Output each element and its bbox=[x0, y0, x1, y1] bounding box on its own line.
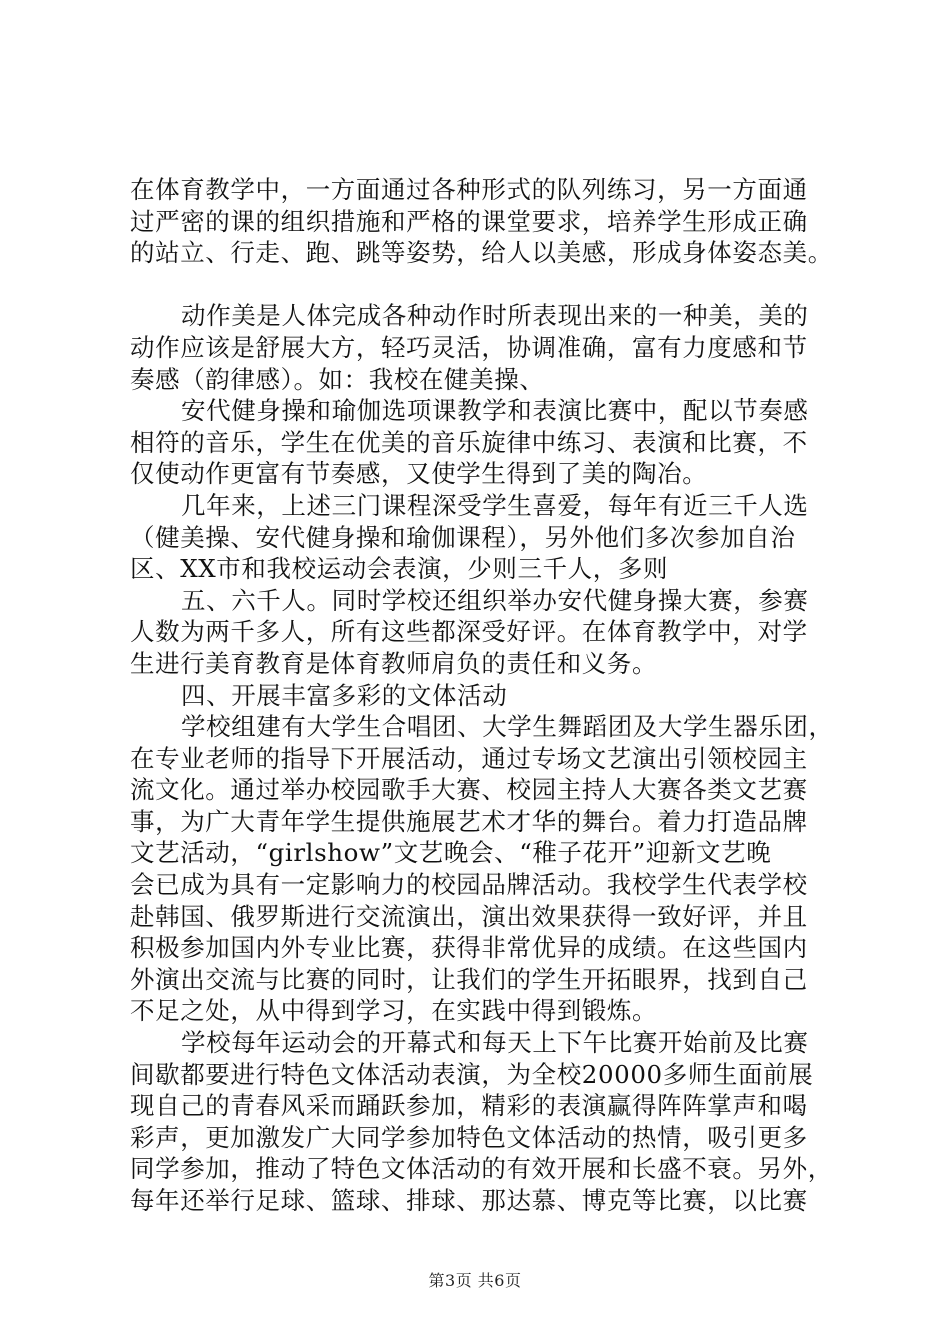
page-number-footer: 第3页 共6页 bbox=[428, 1271, 522, 1290]
document-body bbox=[130, 174, 834, 1217]
text-line: 流文化。通过举办校园歌手大赛、校园主持人大赛各类文艺赛 bbox=[130, 775, 808, 805]
text-line: 区、XX市和我校运动会表演，少则三千人，多则 bbox=[130, 554, 669, 584]
text-line: 同学参加，推动了特色文体活动的有效开展和长盛不衰。另外， bbox=[130, 1154, 833, 1184]
paragraph-first-line: 学校每年运动会的开幕式和每天上下午比赛开始前及比赛 bbox=[181, 1028, 809, 1058]
text-line: 相符的音乐，学生在优美的音乐旋律中练习、表演和比赛，不 bbox=[130, 427, 808, 457]
paragraph-first-line: 安代健身操和瑜伽选项课教学和表演比赛中，配以节奏感 bbox=[181, 396, 809, 426]
text-line: 生进行美育教育是体育教师肩负的责任和义务。 bbox=[130, 648, 658, 678]
text-line: 事，为广大青年学生提供施展艺术才华的舞台。着力打造品牌 bbox=[130, 806, 808, 836]
paragraph-gap bbox=[130, 269, 830, 301]
text-line: 过严密的课的组织措施和严格的课堂要求，培养学生形成正确 bbox=[130, 206, 808, 236]
text-line: 赴韩国、俄罗斯进行交流演出，演出效果获得一致好评，并且 bbox=[130, 901, 808, 931]
paragraph-first-line: 动作美是人体完成各种动作时所表现出来的一种美，美的 bbox=[181, 301, 809, 331]
text-line: 现自己的青春风采而踊跃参加，精彩的表演赢得阵阵掌声和喝 bbox=[130, 1091, 808, 1121]
section-heading: 四、开展丰富多彩的文体活动 bbox=[181, 680, 508, 710]
text-line: 积极参加国内外专业比赛，获得非常优异的成绩。在这些国内 bbox=[130, 933, 808, 963]
text-line: 在体育教学中，一方面通过各种形式的队列练习，另一方面通 bbox=[130, 175, 808, 204]
paragraph-first-line: 几年来，上述三门课程深受学生喜爱，每年有近三千人选 bbox=[181, 490, 809, 520]
text-line: 不足之处，从中得到学习，在实践中得到锻炼。 bbox=[130, 996, 658, 1026]
text-line: 外演出交流与比赛的同时，让我们的学生开拓眼界，找到自己 bbox=[130, 964, 808, 994]
text-line: （健美操、安代健身操和瑜伽课程），另外他们多次参加自治 bbox=[130, 522, 796, 552]
text-line: 每年还举行足球、篮球、排球、那达慕、博克等比赛，以比赛 bbox=[130, 1186, 808, 1215]
text-line: 的站立、行走、跑、跳等姿势，给人以美感，形成身体姿态美。 bbox=[130, 238, 833, 268]
text-line: 在专业老师的指导下开展活动，通过专场文艺演出引领校园主 bbox=[130, 743, 808, 773]
paragraph-first-line: 五、六千人。同时学校还组织举办安代健身操大赛，参赛 bbox=[181, 585, 809, 615]
text-line: 动作应该是舒展大方，轻巧灵活，协调准确，富有力度感和节 bbox=[130, 332, 808, 362]
text-line: 奏感（韵律感）。如：我校在健美操、 bbox=[130, 364, 545, 394]
text-line: 会已成为具有一定影响力的校园品牌活动。我校学生代表学校 bbox=[130, 870, 808, 900]
text-line: 间歇都要进行特色文体活动表演，为全校20000多师生面前展 bbox=[130, 1059, 814, 1089]
text-line: 人数为两千多人，所有这些都深受好评。在体育教学中，对学 bbox=[130, 617, 808, 647]
text-line: 文艺活动，“girlshow”文艺晚会、“稚子花开”迎新文艺晚 bbox=[130, 838, 772, 868]
text-line: 彩声，更加激发广大同学参加特色文体活动的热情，吸引更多 bbox=[130, 1122, 808, 1152]
text-line: 仅使动作更富有节奏感，又使学生得到了美的陶冶。 bbox=[130, 459, 708, 489]
paragraph-first-line: 学校组建有大学生合唱团、大学生舞蹈团及大学生器乐团， bbox=[181, 712, 834, 742]
